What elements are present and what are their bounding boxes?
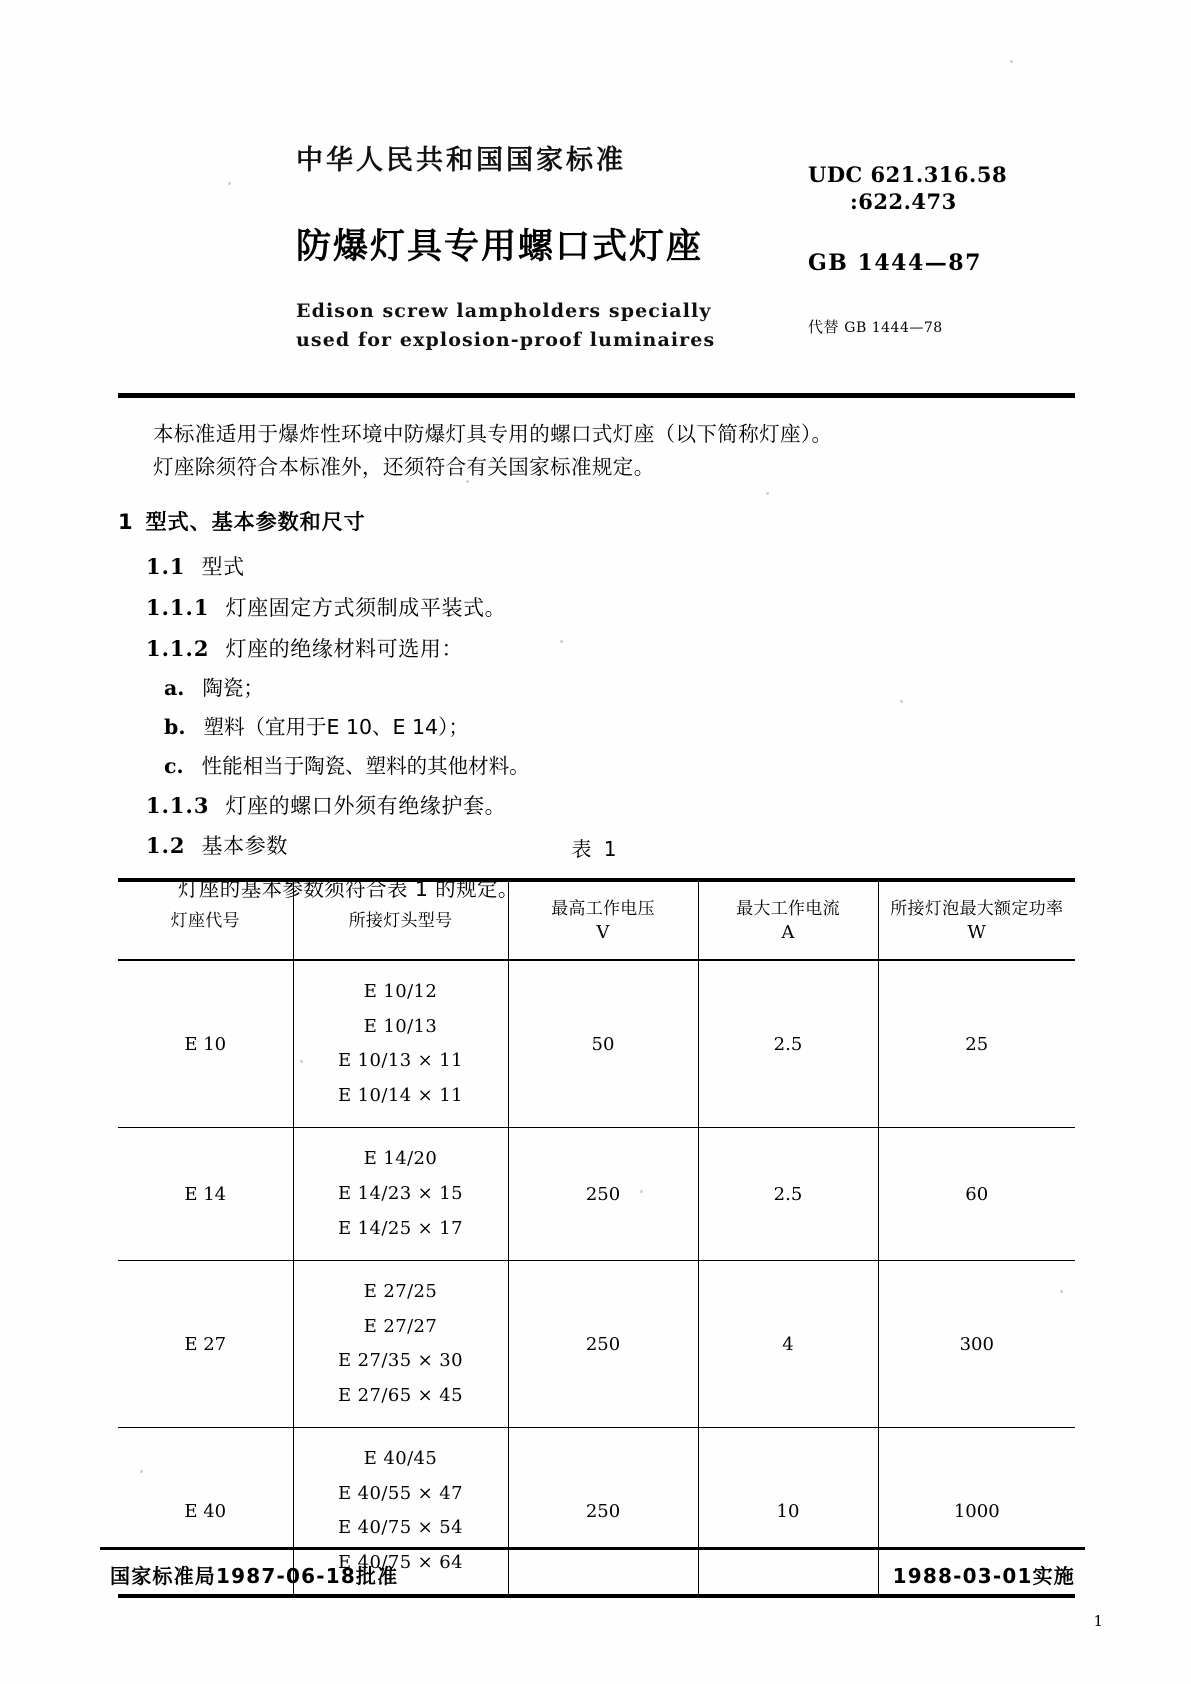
- cell-lampholder-code: E 10: [118, 960, 293, 1128]
- table-header-cell: [508, 880, 698, 960]
- document-body: [118, 418, 1078, 902]
- section-1-1-1: [146, 591, 1078, 626]
- list-item-c-marker: c.: [164, 753, 184, 778]
- approval-statement: 国家标准局1987-06-18批准: [110, 1564, 399, 1588]
- document-footer: [100, 1560, 1085, 1589]
- cell-lampholder-code: E 14: [118, 1128, 293, 1261]
- section-1-1-title: 型式: [201, 555, 245, 580]
- table-header-name: 灯座代号: [170, 911, 240, 932]
- section-1-1-heading: [146, 550, 1078, 585]
- section-1-1-3: [146, 789, 1078, 824]
- list-item-b-marker: b.: [164, 714, 186, 739]
- cell-max-current: 10: [698, 1428, 878, 1597]
- table-header-name: 所接灯头型号: [348, 911, 453, 932]
- english-title-line2: used for explosion-proof luminaires: [296, 329, 716, 352]
- table-header-row: [118, 880, 1075, 960]
- table-row: [118, 960, 1075, 1128]
- cell-lampholder-code: E 40: [118, 1428, 293, 1597]
- standard-number: GB 1444—87: [808, 250, 982, 276]
- table-header-cell: [293, 880, 508, 960]
- table-header-cell: [118, 880, 293, 960]
- table-header-unit: W: [967, 921, 987, 943]
- table-header-cell: [698, 880, 878, 960]
- replaces-note: [808, 316, 1108, 337]
- cap-type: E 14/23 × 15: [338, 1182, 463, 1204]
- table-header-name: 所接灯泡最大额定功率: [890, 899, 1064, 919]
- cap-type: E 27/65 × 45: [338, 1384, 463, 1406]
- table-row: [118, 1128, 1075, 1261]
- intro-paragraph-line2: 灯座除须符合本标准外，还须符合有关国家标准规定。: [153, 455, 655, 480]
- header-left-block: [296, 138, 816, 356]
- cap-type: E 40/45: [363, 1448, 438, 1470]
- table-header-cell: [878, 880, 1075, 960]
- cap-type: E 10/14 × 11: [338, 1084, 463, 1106]
- cap-type: E 40/75 × 64: [338, 1551, 463, 1573]
- section-1-1-2: [146, 632, 1078, 667]
- list-item-a: [164, 672, 1078, 705]
- section-1-2-title: 基本参数: [201, 834, 288, 859]
- header-right-block: [808, 162, 1108, 337]
- section-1-2-number: 1.2: [146, 833, 186, 859]
- cell-cap-types: [293, 1128, 508, 1261]
- table-header-unit: V: [596, 921, 610, 943]
- cell-max-voltage: 50: [508, 960, 698, 1128]
- cap-type: E 27/35 × 30: [338, 1350, 463, 1372]
- section-1-1-3-text: 灯座的螺口外须有绝缘护套。: [225, 793, 507, 818]
- page-title: 防爆灯具专用螺口式灯座: [296, 227, 704, 267]
- cap-type: E 10/13 × 11: [338, 1050, 463, 1072]
- table-header-name: 最高工作电压: [551, 899, 655, 919]
- table-header-unit: A: [781, 921, 795, 943]
- cell-max-voltage: 250: [508, 1261, 698, 1428]
- cap-type: E 27/25: [363, 1281, 438, 1303]
- intro-paragraph-line1: 本标准适用于爆炸性环境中防爆灯具专用的螺口式灯座（以下简称灯座）。: [153, 422, 833, 446]
- national-standard-line: 中华人民共和国国家标准: [296, 145, 626, 176]
- english-title: [296, 297, 816, 356]
- replaces-label: 代替: [808, 318, 840, 336]
- cap-type: E 40/75 × 54: [338, 1517, 463, 1539]
- cell-max-power: 25: [878, 960, 1075, 1128]
- cell-lampholder-code: E 27: [118, 1261, 293, 1428]
- parameters-table: [118, 878, 1075, 1598]
- cap-type: E 40/55 × 47: [338, 1482, 463, 1504]
- cell-max-current: 4: [698, 1261, 878, 1428]
- section-1-1-3-number: 1.1.3: [146, 792, 210, 818]
- section-1-title: 型式、基本参数和尺寸: [145, 510, 366, 535]
- replaces-value: GB 1444—78: [844, 320, 943, 336]
- udc-code-line2: :622.473: [850, 189, 957, 214]
- section-1-1-1-number: 1.1.1: [146, 595, 210, 620]
- list-item-c: [164, 750, 1078, 783]
- implementation-date: 1988-03-01实施: [892, 1564, 1075, 1588]
- table-body: [118, 960, 1075, 1596]
- section-1-1-2-number: 1.1.2: [146, 635, 210, 661]
- cell-max-power: 60: [878, 1128, 1075, 1261]
- scan-speckle: [228, 182, 231, 185]
- list-item-a-text: 陶瓷；: [202, 676, 264, 701]
- table-header-name: 最大工作电流: [736, 899, 840, 919]
- cell-max-voltage: 250: [508, 1428, 698, 1597]
- section-1-1-1-text: 灯座固定方式须制成平装式。: [225, 596, 507, 620]
- section-1-2-note: 灯座的基本参数须符合表 1 的规定。: [178, 876, 519, 901]
- english-title-line1: Edison screw lampholders specially: [296, 300, 712, 322]
- cap-type: E 10/12: [363, 981, 438, 1003]
- cell-max-current: 2.5: [698, 960, 878, 1128]
- cell-max-power: 300: [878, 1261, 1075, 1428]
- table-row: [118, 1261, 1075, 1428]
- list-item-b-text: 塑料（宜用于E 10、E 14）；: [203, 714, 469, 739]
- cap-type: E 14/20: [363, 1148, 438, 1170]
- page-number: 1: [1093, 1612, 1103, 1630]
- section-1-number: 1: [118, 510, 134, 535]
- udc-code-line1: UDC 621.316.58: [808, 162, 1008, 187]
- list-item-b: [164, 711, 1078, 744]
- cap-type: E 14/25 × 17: [338, 1217, 463, 1239]
- cell-max-voltage: 250: [508, 1128, 698, 1261]
- header-divider: [118, 393, 1075, 398]
- list-item-a-marker: a.: [164, 676, 185, 701]
- table-caption: 表 1: [571, 837, 620, 861]
- section-1-heading: [118, 506, 1078, 536]
- scan-speckle: [1010, 60, 1013, 63]
- section-1-1-2-text: 灯座的绝缘材料可选用：: [225, 636, 464, 661]
- cell-cap-types: [293, 1261, 508, 1428]
- cell-max-power: 1000: [878, 1428, 1075, 1597]
- section-1-1-number: 1.1: [146, 554, 186, 580]
- cap-type: E 10/13: [363, 1015, 438, 1037]
- footer-divider: [100, 1547, 1085, 1550]
- cap-type: E 27/27: [363, 1315, 438, 1337]
- cell-cap-types: [293, 960, 508, 1128]
- cell-max-current: 2.5: [698, 1128, 878, 1261]
- list-item-c-text: 性能相当于陶瓷、塑料的其他材料。: [201, 753, 530, 778]
